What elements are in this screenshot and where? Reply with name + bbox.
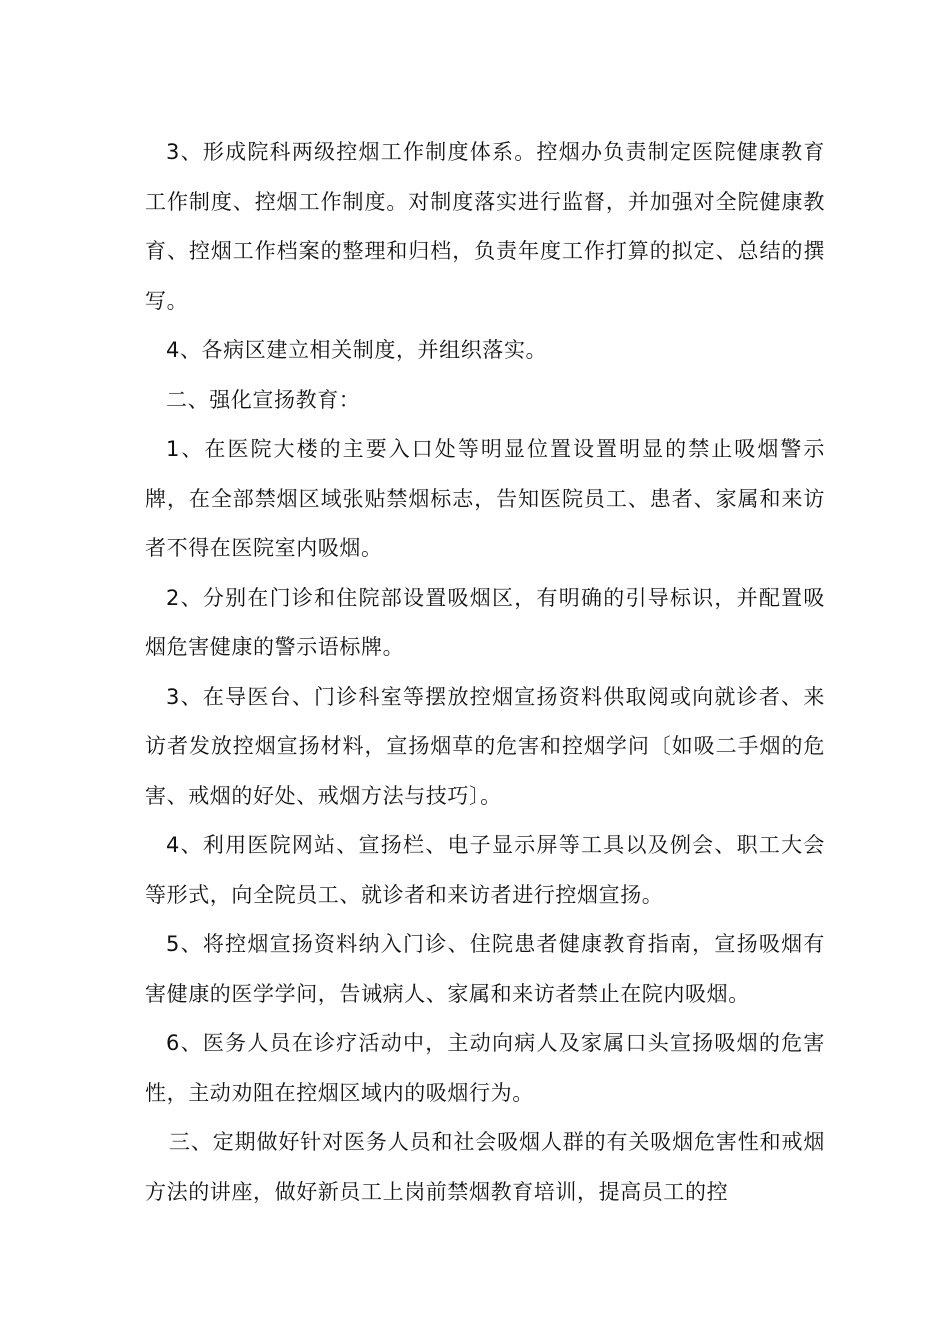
paragraph-item-3-system: 3、形成院科两级控烟工作制度体系。控烟办负责制定医院健康教育工作制度、控烟工作制度。对制度落实进行监督，并加强对全院健康教育、控烟工作档案的整理和归档，负责年度工作打算的拟定、总结的撰写。	[145, 140, 825, 313]
paragraph-item-3-materials: 3、在导医台、门诊科室等摆放控烟宣扬资料供取阅或向就诊者、来访者发放控烟宣扬材料，宣扬烟草的危害和控烟学问〔如吸二手烟的危害、戒烟的好处、戒烟方法与技巧〕。	[145, 684, 825, 808]
paragraph-item-5-guide: 5、将控烟宣扬资料纳入门诊、住院患者健康教育指南，宣扬吸烟有害健康的医学学问，告诫病人、家属和来访者禁止在院内吸烟。	[145, 932, 825, 1006]
section-heading-lectures: 三、定期做好针对医务人员和社会吸烟人群的有关吸烟危害性和戒烟方法的讲座，做好新员工上岗前禁烟教育培训，提高员工的控	[145, 1130, 825, 1204]
document-body	[145, 128, 825, 1217]
paragraph-item-4-ward-system: 4、各病区建立相关制度，并组织落实。	[166, 338, 548, 362]
paragraph-item-4-channels: 4、利用医院网站、宣扬栏、电子显示屏等工具以及例会、职工大会等形式，向全院员工、就诊者和来访者进行控烟宣扬。	[145, 833, 825, 907]
section-heading-publicity: 二、强化宣扬教育：	[166, 387, 361, 412]
paragraph-item-6-staff: 6、医务人员在诊疗活动中，主动向病人及家属口头宣扬吸烟的危害性，主动劝阻在控烟区域内的吸烟行为。	[145, 1031, 825, 1105]
paragraph-item-1-signage: 1、在医院大楼的主要入口处等明显位置设置明显的禁止吸烟警示牌，在全部禁烟区域张贴禁烟标志，告知医院员工、患者、家属和来访者不得在医院室内吸烟。	[145, 437, 825, 560]
paragraph-item-2-smoking-area: 2、分别在门诊和住院部设置吸烟区，有明确的引导标识，并配置吸烟危害健康的警示语标牌。	[145, 585, 825, 659]
